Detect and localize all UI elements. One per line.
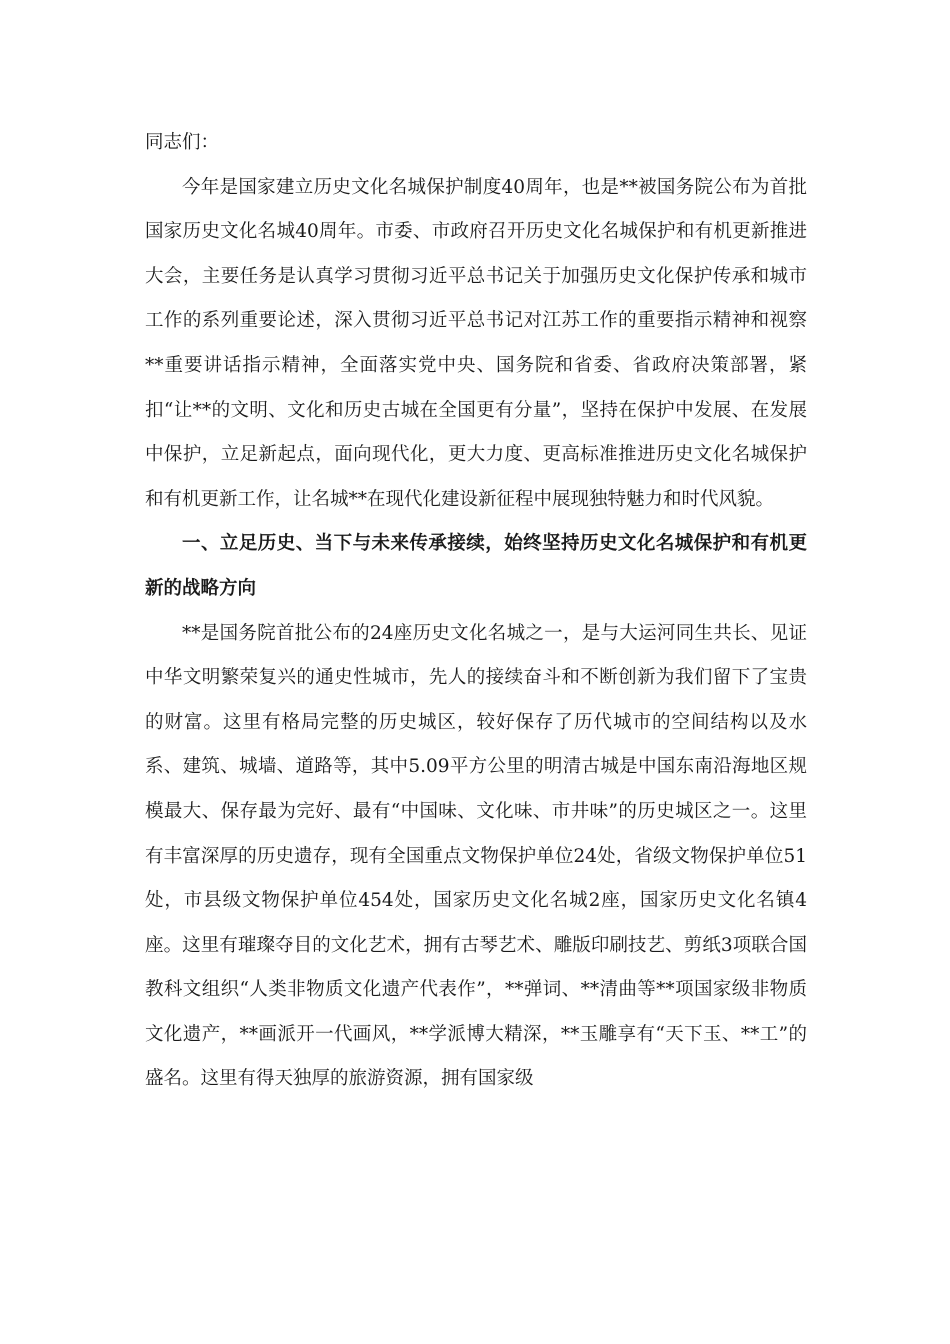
intro-paragraph: 今年是国家建立历史文化名城保护制度40周年，也是**被国务院公布为首批国家历史文化名城40周年。市委、市政府召开历史文化名城保护和有机更新推进大会，主要任务是认真学习贯彻习近平总书记关于加强历史文化保护传承和城市工作的系列重要论述，深入贯彻习近平总书记对江苏工作的重要指示精神和视察**重要讲话指示精神，全面落实党中央、国务院和省委、省政府决策部署，紧扣“让**的文明、文化和历史古城在全国更有分量”，坚持在保护中发展、在发展中保护，立足新起点，面向现代化，更大力度、更高标准推进历史文化名城保护和有机更新工作，让名城**在现代化建设新征程中展现独特魅力和时代风貌。 [145, 176, 807, 510]
section-heading-1: 一、立足历史、当下与未来传承接续，始终坚持历史文化名城保护和有机更新的战略方向 [145, 533, 807, 599]
salutation: 同志们： [145, 132, 220, 153]
section-1-paragraph: **是国务院首批公布的24座历史文化名城之一，是与大运河同生共长、见证中华文明繁荣复兴的通史性城市，先人的接续奋斗和不断创新为我们留下了宝贵的财富。这里有格局完整的历史城区，较好保存了历代城市的空间结构以及水系、建筑、城墙、道路等，其中5.09平方公里的明清古城是中国东南沿海地区规模最大、保存最为完好、最有“中国味、文化味、市井味”的历史城区之一。这里有丰富深厚的历史遗存，现有全国重点文物保护单位24处，省级文物保护单位51处，市县级文物保护单位454处，国家历史文化名城2座，国家历史文化名镇4座。这里有璀璨夺目的文化艺术，拥有古琴艺术、雕版印刷技艺、剪纸3项联合国教科文组织“人类非物质文化遗产代表作”，**弹词、**清曲等**项国家级非物质文化遗产，**画派开一代画风，**学派博大精深，**玉雕享有“天下玉、**工”的盛名。这里有得天独厚的旅游资源，拥有国家级 [145, 622, 807, 1090]
document-body [145, 121, 807, 1102]
